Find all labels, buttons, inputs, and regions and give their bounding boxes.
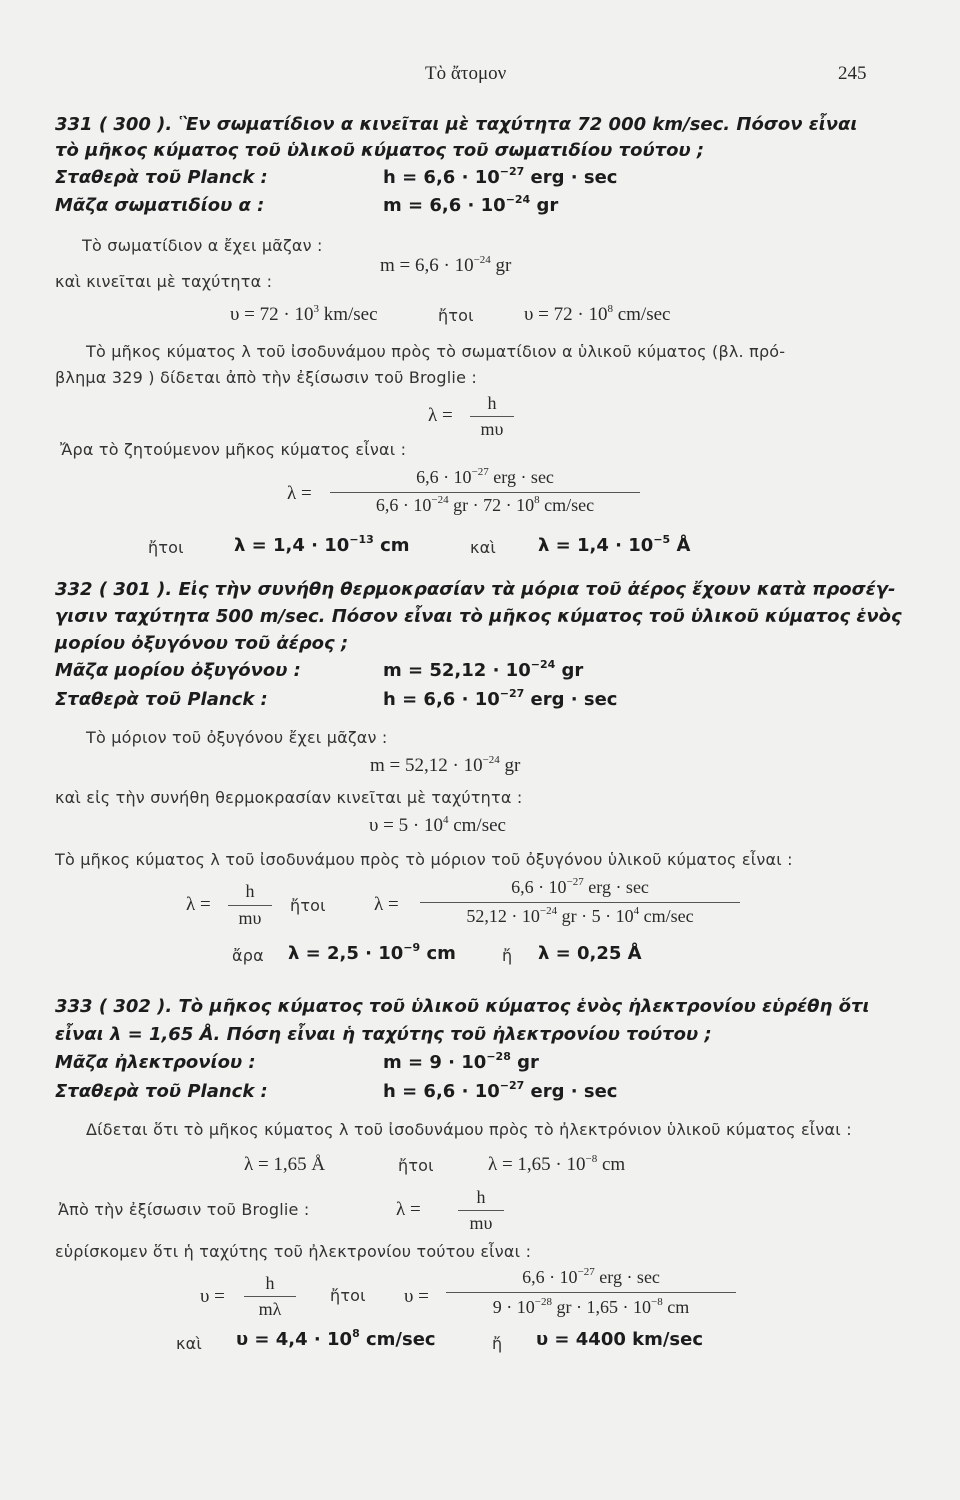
equation: λ = <box>287 483 312 504</box>
page-number: 245 <box>838 63 867 84</box>
equation: $m = 6,6 \cdot 10^{-24}$ gr <box>380 254 512 276</box>
text-line: Τὸ σωματίδιον α ἔχει μᾶζαν : <box>82 236 323 255</box>
text-line: ἤτοι <box>438 306 474 325</box>
result: $\lambda = 2,5 \cdot 10^{-9}$ cm <box>288 941 456 964</box>
fraction-bar <box>420 902 740 903</box>
text-line: καὶ εἰς τὴν συνήθη θερμοκρασίαν κινεῖται μὲ ταχύτητα : <box>55 788 523 807</box>
fraction-numerator: h <box>476 1187 486 1207</box>
mass-value: $m = 52,12 \cdot 10^{-24}$ gr <box>383 658 584 681</box>
problem-331-statement-line1: 331 ( 300 ). Ἓν σωματίδιον α κινεῖται μὲ ταχύτητα 72 000 km/sec. Πόσον εἶναι <box>55 114 858 135</box>
text-line: ἤτοι <box>290 896 326 915</box>
mass-value: $m = 6,6 \cdot 10^{-24}$ gr <box>383 193 559 216</box>
fraction-denominator: $52,12 \cdot 10^{-24}$ gr · $5 \cdot 10^4$ cm/sec <box>466 905 694 926</box>
text-line: Ἄρα τὸ ζητούμενον μῆκος κύματος εἶναι : <box>60 440 407 459</box>
fraction-bar <box>244 1296 296 1297</box>
mass-label: Μᾶζα ἠλεκτρονίου : <box>55 1052 256 1073</box>
equation: $\lambda = 1,65 \cdot 10^{-8}$ cm <box>488 1153 626 1175</box>
fraction-numerator: h <box>245 881 255 901</box>
equation: λ = <box>396 1199 421 1220</box>
fraction-numerator: $6,6 \cdot 10^{-27}$ erg · sec <box>416 466 554 487</box>
problem-332-statement-line2: γισιν ταχύτητα 500 m/sec. Πόσον εἶναι τὸ μῆκος κύματος τοῦ ὑλικοῦ κύματος ἑνὸς <box>55 606 902 627</box>
planck-label: Σταθερὰ τοῦ Planck : <box>55 167 268 188</box>
text-line: ἄρα <box>232 946 264 965</box>
text-line: βλημα 329 ) δίδεται ἀπὸ τὴν ἐξίσωσιν τοῦ Broglie : <box>55 368 477 387</box>
problem-333-statement-line1: 333 ( 302 ). Τὸ μῆκος κύματος τοῦ ὑλικοῦ κύματος ἑνὸς ἠλεκτρονίου εὑρέθη ὅτι <box>55 996 870 1017</box>
text-line: Ἀπὸ τὴν ἐξίσωσιν τοῦ Broglie : <box>58 1200 310 1219</box>
text-line: καὶ <box>176 1334 202 1353</box>
equation: υ = <box>404 1286 429 1307</box>
result: υ = 4400 km/sec <box>536 1329 704 1350</box>
text-line: καὶ <box>470 538 496 557</box>
equation: $\upsilon = 72 \cdot 10^8$ cm/sec <box>524 303 671 325</box>
mass-label: Μᾶζα μορίου ὀξυγόνου : <box>55 660 301 681</box>
text-line: καὶ κινεῖται μὲ ταχύτητα : <box>55 272 273 291</box>
fraction-denominator: $6,6 \cdot 10^{-24}$ gr · $72 \cdot 10^8$ cm/sec <box>375 494 595 515</box>
planck-value: $h = 6,6 \cdot 10^{-27}$ erg · sec <box>383 687 618 710</box>
problem-332-statement-line3: μορίου ὀξυγόνου τοῦ ἀέρος ; <box>55 633 349 654</box>
text-line: ἤτοι <box>398 1156 434 1175</box>
result: $\upsilon = 4,4 \cdot 10^8$ cm/sec <box>236 1327 436 1350</box>
fraction-denominator: mυ <box>480 419 504 439</box>
fraction-numerator: $6,6 \cdot 10^{-27}$ erg · sec <box>511 876 649 897</box>
result: $\lambda = 1,4 \cdot 10^{-13}$ cm <box>234 533 410 556</box>
text-line: Δίδεται ὅτι τὸ μῆκος κύματος λ τοῦ ἰσοδυνάμου πρὸς τὸ ἠλεκτρόνιον ὑλικοῦ κύματος εἶναι : <box>86 1120 852 1139</box>
problem-332-statement-line1: 332 ( 301 ). Εἰς τὴν συνήθη θερμοκρασίαν τὰ μόρια τοῦ ἀέρος ἔχουν κατὰ προσέγ- <box>55 579 896 600</box>
planck-label: Σταθερὰ τοῦ Planck : <box>55 689 268 710</box>
planck-value: $h = 6,6 \cdot 10^{-27}$ erg · sec <box>383 1079 618 1102</box>
text-line: εὑρίσκομεν ὅτι ἡ ταχύτης τοῦ ἠλεκτρονίου τούτου εἶναι : <box>55 1242 532 1261</box>
text-line: ἤτοι <box>148 538 184 557</box>
fraction-bar <box>458 1210 504 1211</box>
problem-333-statement-line2: εἶναι λ = 1,65 Å. Πόση εἶναι ἡ ταχύτης τοῦ ἠλεκτρονίου τούτου ; <box>55 1024 712 1045</box>
fraction-bar <box>446 1292 736 1293</box>
equation: λ = <box>428 405 453 426</box>
result: λ = 0,25 Å <box>538 943 642 964</box>
text-line: ἤ <box>502 946 513 965</box>
problem-331-statement-line2: τὸ μῆκος κύματος τοῦ ὑλικοῦ κύματος τοῦ σωματιδίου τούτου ; <box>55 140 705 161</box>
equation: $\upsilon = 5 \cdot 10^4$ cm/sec <box>369 814 506 836</box>
equation: λ = <box>186 894 211 915</box>
equation: $\upsilon = 72 \cdot 10^3$ km/sec <box>230 303 378 325</box>
text-line: Τὸ μόριον τοῦ ὀξυγόνου ἔχει μᾶζαν : <box>86 728 388 747</box>
mass-label: Μᾶζα σωματιδίου α : <box>55 195 265 216</box>
fraction-numerator: h <box>487 393 497 413</box>
text-line: ἤτοι <box>330 1286 366 1305</box>
planck-label: Σταθερὰ τοῦ Planck : <box>55 1081 268 1102</box>
fraction-bar <box>330 492 640 493</box>
result: $\lambda = 1,4 \cdot 10^{-5}$ Å <box>538 533 691 556</box>
equation: υ = <box>200 1286 225 1307</box>
text-line: Τὸ μῆκος κύματος λ τοῦ ἰσοδυνάμου πρὸς τὸ σωματίδιον α ὑλικοῦ κύματος (βλ. πρό- <box>86 342 786 361</box>
equation: λ = 1,65 Å <box>244 1154 326 1175</box>
equation: λ = <box>374 894 399 915</box>
mass-value: $m = 9 \cdot 10^{-28}$ gr <box>383 1050 539 1073</box>
fraction-numerator: $6,6 \cdot 10^{-27}$ erg · sec <box>522 1266 660 1287</box>
fraction-bar <box>228 905 272 906</box>
equation: $m = 52,12 \cdot 10^{-24}$ gr <box>370 754 521 776</box>
fraction-denominator: $9 \cdot 10^{-28}$ gr · $1,65 \cdot 10^{-8}$ cm <box>492 1296 690 1317</box>
running-title: Τὸ ἄτομον <box>425 63 507 84</box>
fraction-denominator: mυ <box>238 908 262 928</box>
fraction-numerator: h <box>265 1273 275 1293</box>
text-line: Τὸ μῆκος κύματος λ τοῦ ἰσοδυνάμου πρὸς τὸ μόριον τοῦ ὀξυγόνου ὑλικοῦ κύματος εἶναι : <box>55 850 793 869</box>
planck-value: $h = 6,6 \cdot 10^{-27}$ erg · sec <box>383 165 618 188</box>
fraction-denominator: mλ <box>258 1299 282 1319</box>
text-line: ἤ <box>492 1334 503 1353</box>
fraction-bar <box>470 416 514 417</box>
fraction-denominator: mυ <box>469 1213 493 1233</box>
